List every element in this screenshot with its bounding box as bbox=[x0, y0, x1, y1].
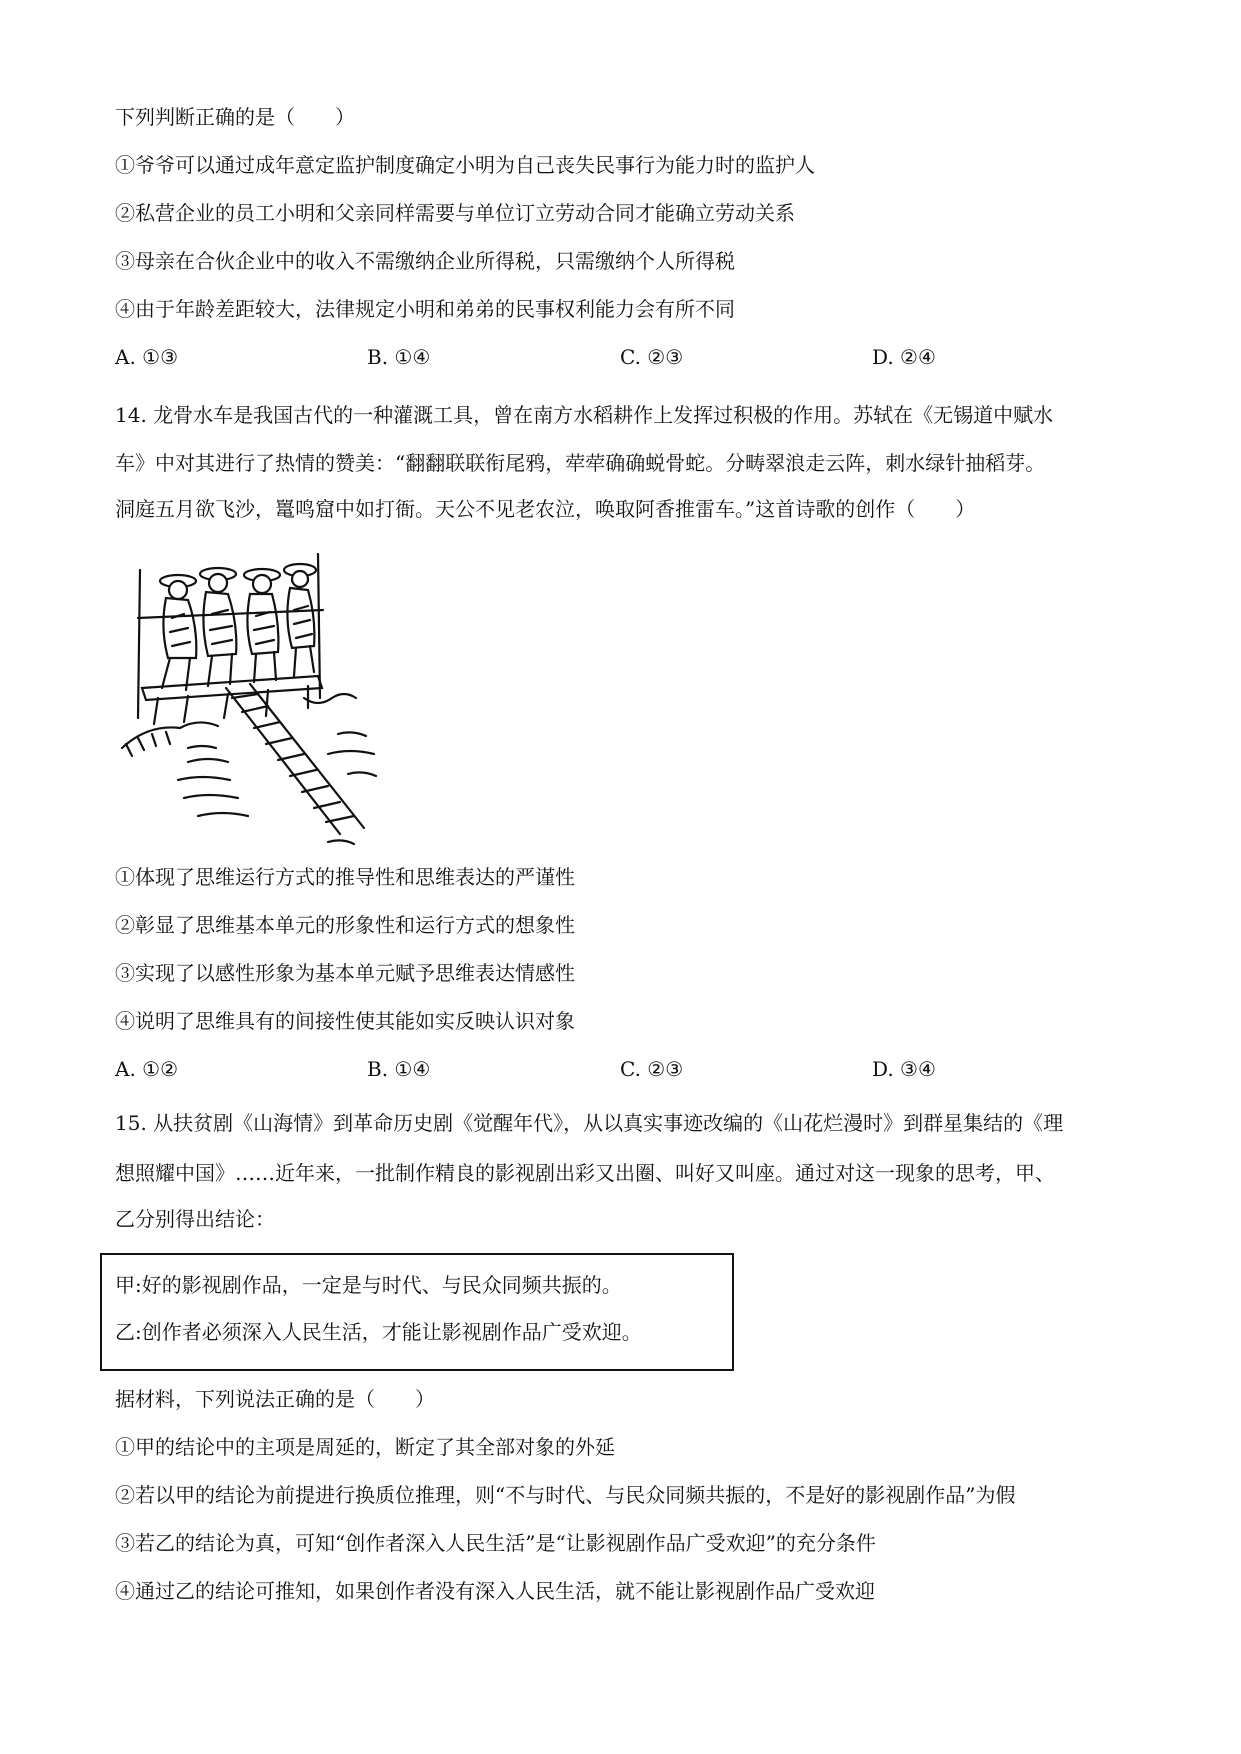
q15-statement-3: ③若乙的结论为真，可知“创作者深入人民生活”是“让影视剧作品广受欢迎”的充分条件 bbox=[115, 1531, 876, 1555]
q15-statement-2: ②若以甲的结论为前提进行换质位推理，则“不与时代、与民众同频共振的，不是好的影视剧作品”为假 bbox=[115, 1483, 1016, 1507]
q15-conclusion-box bbox=[100, 1253, 734, 1371]
q13-option-c: C. ②③ bbox=[620, 345, 684, 369]
q15-question: 据材料，下列说法正确的是（ ） bbox=[115, 1387, 435, 1411]
q15-conclusion-jia: 甲:好的影视剧作品，一定是与时代、与民众同频共振的。 bbox=[115, 1273, 622, 1297]
q13-statement-3: ③母亲在合伙企业中的收入不需缴纳企业所得税，只需缴纳个人所得税 bbox=[115, 249, 735, 273]
q14-stem-line-3: 洞庭五月欲飞沙，鼍鸣窟中如打衙。天公不见老农泣，唤取阿香推雷车。”这首诗歌的创作（ ） bbox=[115, 497, 976, 521]
q14-stem-line-1: 14. 龙骨水车是我国古代的一种灌溉工具，曾在南方水稻耕作上发挥过积极的作用。苏轼在《无锡道中赋水 bbox=[115, 403, 1054, 427]
q13-option-d: D. ②④ bbox=[872, 345, 936, 369]
dragon-bone-waterwheel-illustration bbox=[118, 548, 388, 848]
q13-option-a: A. ①③ bbox=[115, 345, 179, 369]
q14-option-d: D. ③④ bbox=[872, 1057, 936, 1081]
q13-stem-tail: 下列判断正确的是（ ） bbox=[115, 105, 355, 129]
q14-stem-line-2: 车》中对其进行了热情的赞美：“翻翻联联衔尾鸦，荦荦确确蜕骨蛇。分畴翠浪走云阵，刺水绿针抽稻芽。 bbox=[115, 451, 1046, 475]
q13-statement-4: ④由于年龄差距较大，法律规定小明和弟弟的民事权利能力会有所不同 bbox=[115, 297, 735, 321]
q13-statement-1: ①爷爷可以通过成年意定监护制度确定小明为自己丧失民事行为能力时的监护人 bbox=[115, 153, 815, 177]
q14-statement-1: ①体现了思维运行方式的推导性和思维表达的严谨性 bbox=[115, 865, 575, 889]
q15-stem-line-1: 15. 从扶贫剧《山海情》到革命历史剧《觉醒年代》，从以真实事迹改编的《山花烂漫时》到群星集结的《理 bbox=[115, 1111, 1064, 1135]
q14-option-a: A. ①② bbox=[115, 1057, 179, 1081]
q14-option-b: B. ①④ bbox=[367, 1057, 431, 1081]
q15-statement-4: ④通过乙的结论可推知，如果创作者没有深入人民生活，就不能让影视剧作品广受欢迎 bbox=[115, 1579, 875, 1603]
q14-option-c: C. ②③ bbox=[620, 1057, 684, 1081]
q14-statement-4: ④说明了思维具有的间接性使其能如实反映认识对象 bbox=[115, 1009, 575, 1033]
q13-option-b: B. ①④ bbox=[367, 345, 431, 369]
q15-statement-1: ①甲的结论中的主项是周延的，断定了其全部对象的外延 bbox=[115, 1435, 615, 1459]
q13-statement-2: ②私营企业的员工小明和父亲同样需要与单位订立劳动合同才能确立劳动关系 bbox=[115, 201, 795, 225]
q14-statement-3: ③实现了以感性形象为基本单元赋予思维表达情感性 bbox=[115, 961, 575, 985]
q15-conclusion-yi: 乙:创作者必须深入人民生活，才能让影视剧作品广受欢迎。 bbox=[115, 1320, 642, 1344]
q14-statement-2: ②彰显了思维基本单元的形象性和运行方式的想象性 bbox=[115, 913, 575, 937]
q15-stem-line-2: 想照耀中国》……近年来，一批制作精良的影视剧出彩又出圈、叫好又叫座。通过对这一现象的思考，甲、 bbox=[115, 1161, 1055, 1185]
q15-stem-line-3: 乙分别得出结论： bbox=[115, 1207, 275, 1231]
